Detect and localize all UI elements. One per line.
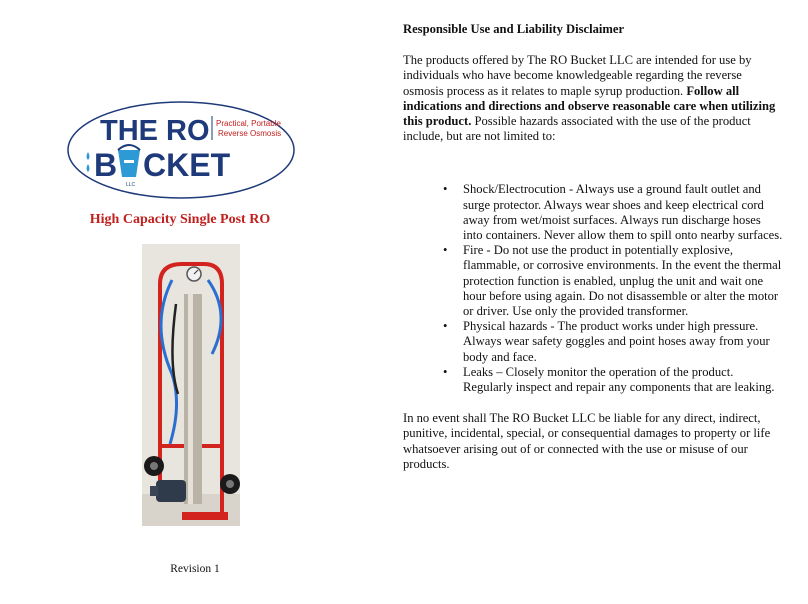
- hazard-text: Leaks – Closely monitor the operation of the product. Regularly inspect and repair any components that are leaking.: [463, 364, 775, 395]
- logo-the-ro-text: THE RO: [100, 115, 210, 147]
- logo-tagline-2: Reverse Osmosis: [218, 129, 282, 138]
- list-item: [403, 365, 783, 395]
- company-logo: [66, 100, 296, 200]
- bullet-icon: •: [443, 319, 448, 334]
- list-item: [403, 243, 783, 319]
- list-item: [403, 319, 783, 365]
- revision-label: Revision 1: [170, 563, 220, 575]
- intro-paragraph: [403, 53, 783, 144]
- list-item: [403, 182, 783, 243]
- logo-bucket-rest: CKET: [143, 147, 231, 183]
- logo-tagline-1: Practical, Portable: [216, 119, 281, 128]
- hazard-text: Fire - Do not use the product in potentially explosive, flammable, or corrosive environments. In the event the thermal protection function is enabled, unplug the unit and wait one hour before using again. Do not disassemble or alter the motor or driver. Use only the provided transformer.: [463, 243, 782, 319]
- intro-bold-text: Follow all indications and directions and observe reasonable care when utilizing this product.: [403, 83, 776, 129]
- logo-graphic: [66, 100, 296, 200]
- logo-llc: LLC: [126, 182, 136, 188]
- intro-text: The products offered by The RO Bucket LLC are intended for use by individuals who have become knowledgeable regarding the reverse osmosis process as it relates to maple syrup production.: [403, 53, 752, 98]
- product-photo: [142, 244, 240, 526]
- logo-bucket-b: B: [94, 147, 118, 183]
- bullet-icon: •: [443, 243, 448, 258]
- closing-paragraph: In no event shall The RO Bucket LLC be liable for any direct, indirect, punitive, incidental, special, or consequential damages to property or life whatsoever arising out of or connected with the use or misuse of our products.: [403, 411, 771, 471]
- bullet-icon: •: [443, 364, 448, 379]
- ro-unit-photo-icon: [142, 244, 240, 526]
- disclaimer-heading: Responsible Use and Liability Disclaimer: [403, 22, 625, 36]
- disclaimer-column: [403, 22, 783, 472]
- bullet-icon: •: [443, 182, 448, 197]
- hazard-text: Physical hazards - The product works under high pressure. Always wear safety goggles and point hoses away from your body and face.: [463, 319, 770, 364]
- hazard-list: [403, 182, 783, 395]
- hazard-text: Shock/Electrocution - Always use a ground fault outlet and surge protector. Always wear shoes and keep electrical cord away from wet/moist surfaces. Always run discharge hoses into containers. Never allow them to spill onto nearby surfaces.: [463, 182, 783, 243]
- product-title: High Capacity Single Post RO: [89, 212, 271, 227]
- intro-tail-text: Possible hazards associated with the use of the product include, but are not limited to:: [403, 114, 751, 144]
